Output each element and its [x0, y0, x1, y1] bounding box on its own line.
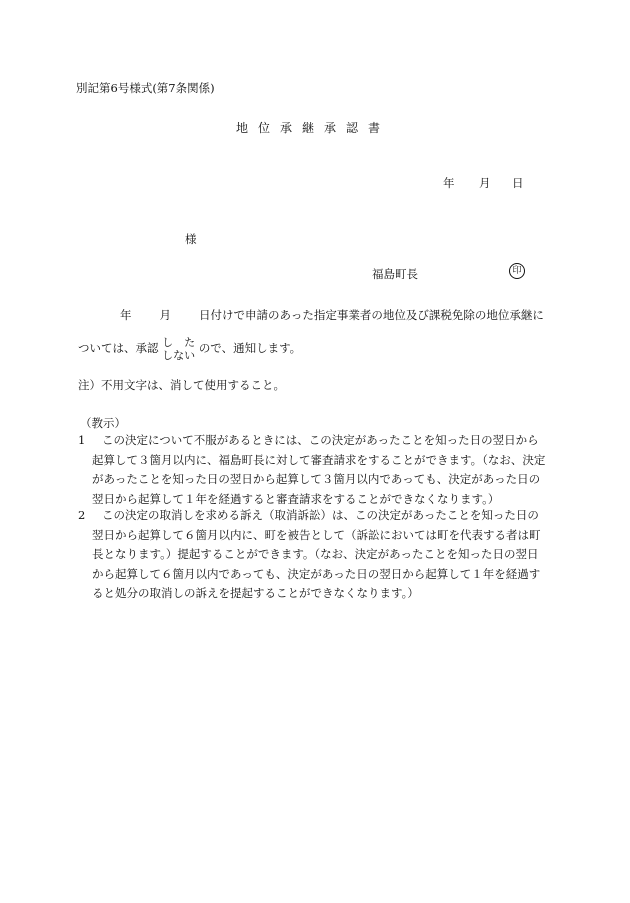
issuer-name: 福島町長 [372, 267, 418, 281]
date-month-label: 月 [479, 176, 491, 190]
body-suffix: ので、通知します。 [198, 341, 302, 355]
instruction-item [78, 506, 548, 604]
instruction-number: 1 [78, 433, 86, 447]
document-title: 地位承継承認書 [236, 121, 391, 135]
instruction-item [78, 431, 548, 509]
note: 注）不用文字は、消して使用すること。 [78, 378, 285, 392]
addressee-honorific: 様 [185, 232, 197, 246]
instruction-text: この決定について不服があるときには、この決定があったことを知った日の翌日から起算して３箇月以内に、福島町長に対して審査請求をすることができます。（なお、決定があったことを知った日の翌日から起算して３箇月以内であっても、決定があった日の翌日から起算して１年を経過すると審査請求をすることができなくなります。） [92, 433, 546, 506]
body-text: 日付けで申請のあった指定事業者の地位及び課税免除の地位承継に [199, 308, 544, 322]
instructions-heading: （教示） [80, 416, 126, 430]
instruction-text: この決定の取消しを求める訴え（取消訴訟）は、この決定があったことを知った日の翌日から起算して６箇月以内に、町を被告として（訴訟においては町を代表する者は町長となります。）提起することができます。（なお、決定があったことを知った日の翌日から起算して６箇月以内であっても、決定があった日の翌日から起算して１年を経過すると処分の取消しの訴えを提起することができなくなります。） [92, 508, 541, 600]
body-month-label: 月 [159, 308, 171, 322]
form-label: 別記第6号様式(第7条関係) [76, 81, 215, 95]
seal-mark: 印 [509, 263, 525, 279]
choice-approved: し た [162, 336, 196, 349]
body-year-label: 年 [120, 308, 132, 322]
approval-choice [162, 336, 195, 362]
date-day-label: 日 [512, 176, 524, 190]
body-line-1 [120, 307, 544, 323]
date-year-label: 年 [443, 176, 455, 190]
instruction-number: 2 [78, 508, 86, 522]
choice-not-approved: しない [162, 349, 196, 362]
body-line-2 [78, 336, 301, 362]
body-prefix: ついては、承認 [78, 341, 159, 355]
